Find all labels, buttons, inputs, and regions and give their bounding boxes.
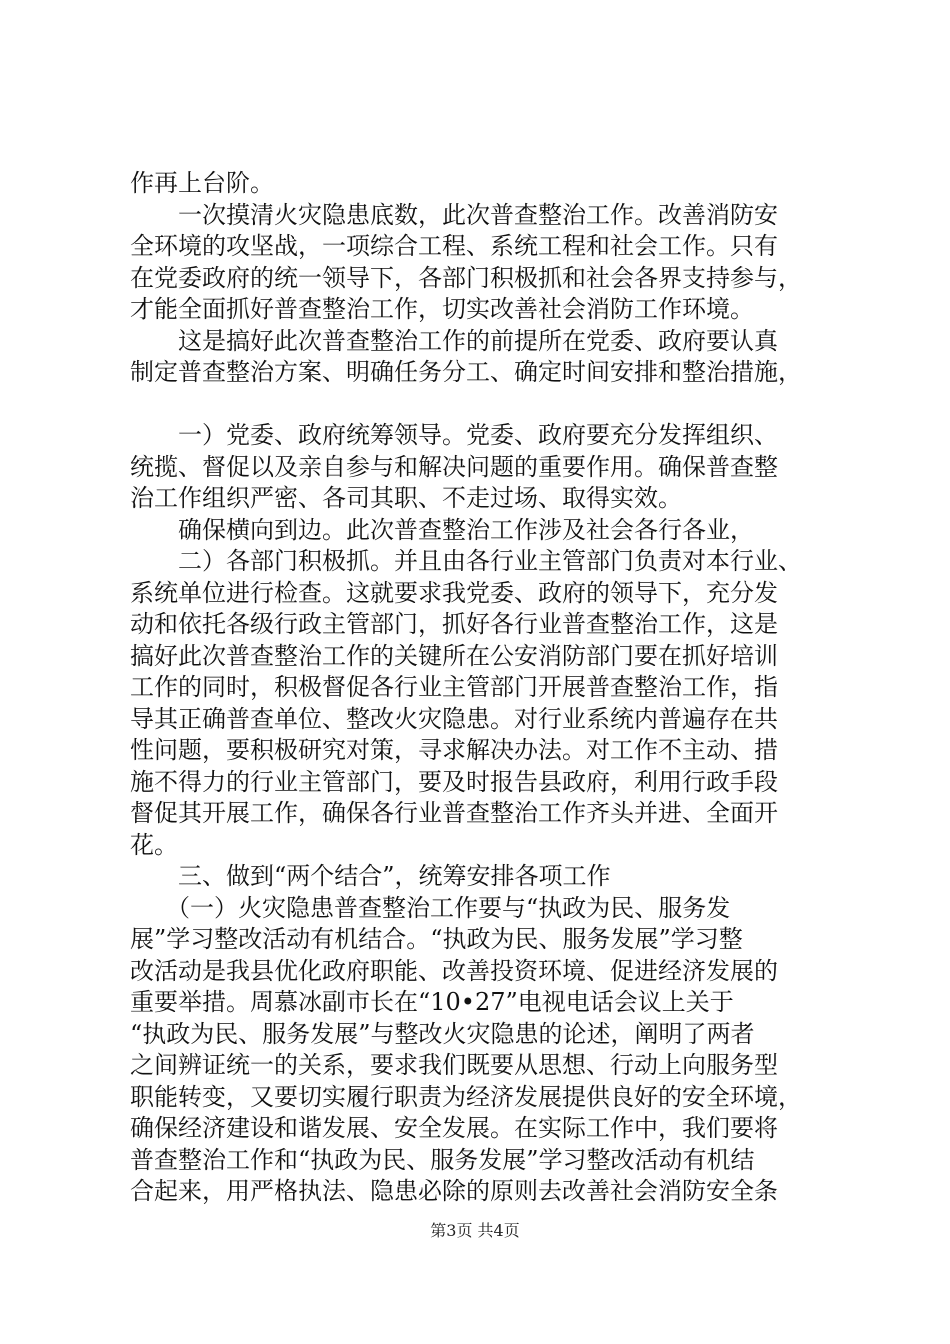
text-line: 动和依托各级行政主管部门，抓好各行业普查整治工作，这是	[130, 610, 778, 638]
text-line: 重要举措。周慕冰副市长在“10•27”电视电话会议上关于	[130, 988, 734, 1016]
text-line: 三、做到“两个结合”，统筹安排各项工作	[130, 862, 611, 890]
text-line: 全环境的攻坚战，一项综合工程、系统工程和社会工作。只有	[130, 232, 778, 260]
text-line: 施不得力的行业主管部门，要及时报告县政府，利用行政手段	[130, 767, 778, 796]
text-line: 职能转变，又要切实履行职责为经济发展提供良好的安全环境，	[130, 1082, 802, 1111]
text-line: 工作的同时，积极督促各行业主管部门开展普查整治工作，指	[130, 673, 778, 701]
text-line: 性问题，要积极研究对策，寻求解决办法。对工作不主动、措	[130, 736, 778, 764]
text-line: 展”学习整改活动有机结合。“执政为民、服务发展”学习整	[130, 925, 743, 953]
text-line: 确保经济建设和谐发展、安全发展。在实际工作中，我们要将	[130, 1114, 778, 1142]
text-line: 这是搞好此次普查整治工作的前提所在党委、政府要认真	[130, 326, 778, 355]
text-line: 之间辨证统一的关系，要求我们既要从思想、行动上向服务型	[130, 1051, 778, 1079]
text-line: 一）党委、政府统筹领导。党委、政府要充分发挥组织、	[130, 421, 778, 449]
document-body	[130, 168, 830, 1208]
text-line: 普查整治工作和“执政为民、服务发展”学习整改活动有机结	[130, 1145, 755, 1174]
text-line: 合起来，用严格执法、隐患必除的原则去改善社会消防安全条	[130, 1177, 778, 1205]
text-line: 改活动是我县优化政府职能、改善投资环境、促进经济发展的	[130, 956, 778, 985]
text-line: 作再上台阶。	[130, 169, 274, 197]
text-line: 统揽、督促以及亲自参与和解决问题的重要作用。确保普查整	[130, 452, 778, 481]
text-line: 系统单位进行检查。这就要求我党委、政府的领导下，充分发	[130, 578, 778, 607]
text-line: 确保横向到边。此次普查整治工作涉及社会各行各业，	[130, 515, 754, 544]
text-line: 搞好此次普查整治工作的关键所在公安消防部门要在抓好培训	[130, 641, 778, 670]
text-line: 督促其开展工作，确保各行业普查整治工作齐头并进、全面开	[130, 799, 778, 827]
page-footer: 第3页 共4页	[430, 1221, 520, 1240]
text-line: 花。	[130, 830, 178, 859]
text-line: 制定普查整治方案、明确任务分工、确定时间安排和整治措施，	[130, 358, 802, 386]
text-line: “执政为民、服务发展”与整改火灾隐患的论述，阐明了两者	[130, 1019, 755, 1048]
text-line: 才能全面抓好普查整治工作，切实改善社会消防工作环境。	[130, 295, 754, 323]
text-line: （一）火灾隐患普查整治工作要与“执政为民、服务发	[130, 893, 731, 922]
text-line: 二）各部门积极抓。并且由各行业主管部门负责对本行业、	[130, 547, 802, 575]
text-line: 在党委政府的统一领导下，各部门积极抓和社会各界支持参与，	[130, 263, 802, 292]
blank-line	[130, 389, 830, 421]
text-line: 一次摸清火灾隐患底数，此次普查整治工作。改善消防安	[130, 200, 778, 229]
text-line: 治工作组织严密、各司其职、不走过场、取得实效。	[130, 484, 682, 512]
text-line: 导其正确普查单位、整改火灾隐患。对行业系统内普遍存在共	[130, 704, 778, 733]
